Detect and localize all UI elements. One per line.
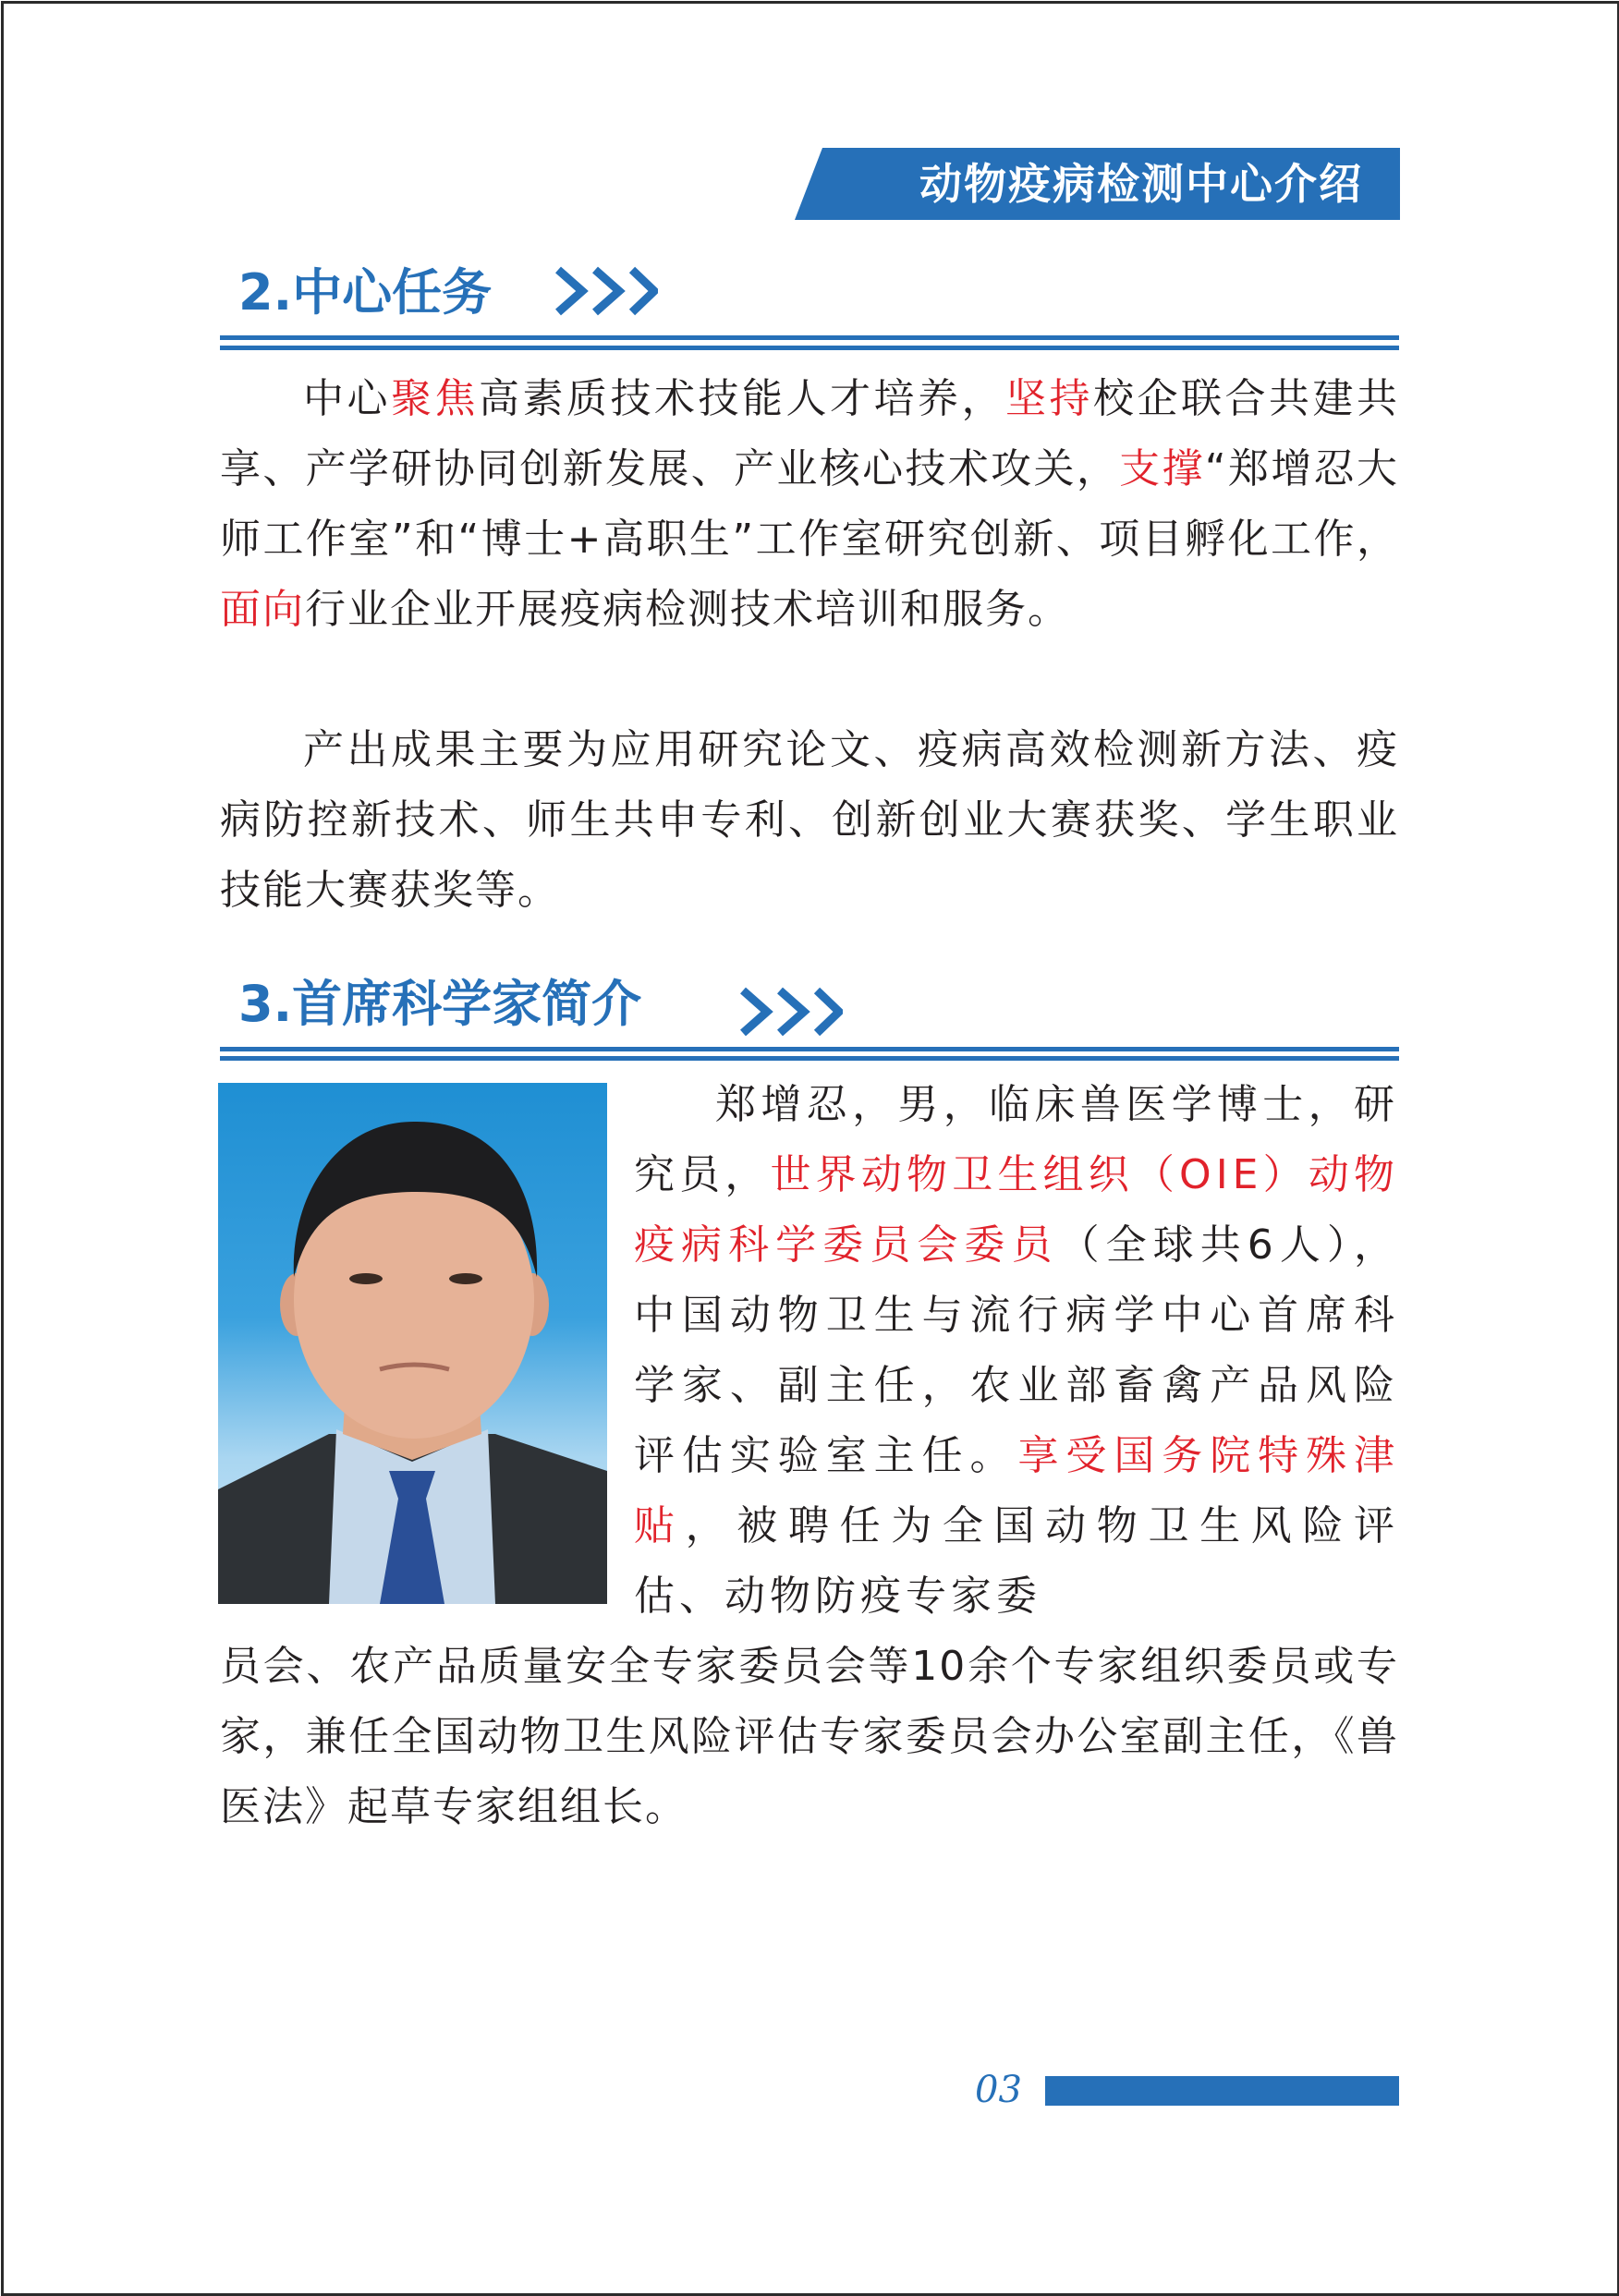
section-3-rule-top (220, 1047, 1399, 1051)
highlight-run: 面向 (220, 586, 305, 633)
highlight-run: 聚焦 (391, 375, 479, 422)
triple-chevron-right-icon (554, 266, 658, 316)
header-banner (795, 148, 1400, 220)
section-2-title: 2.中心任务 (238, 263, 493, 322)
text-run: 校企联合共建共享、产学研协同创新发展、产业核心技术攻关， (220, 375, 1399, 492)
text-run: 中心 (303, 375, 391, 422)
section-2-rule-bottom (220, 346, 1399, 350)
section-2-paragraph-2: 产出成果主要为应用研究论文、疫病高效检测新方法、疫病防控新技术、师生共申专利、创新创业大赛获奖、学生职业技能大赛获奖等。 (220, 726, 1399, 914)
section-3-rule-bottom (220, 1056, 1399, 1061)
text-run: ，被聘任为全国动物卫生风险评估、动物防疫专家委 (634, 1502, 1400, 1620)
triple-chevron-right-icon (739, 987, 843, 1037)
text-run: “郑增忍大师工作室”和“博士+高职生”工作室研究创新、项目孵化工作， (220, 445, 1400, 563)
banner-title: 动物疫病检测中心介绍 (919, 159, 1363, 209)
text-run: 行业企业开展疫病检测技术培训和服务。 (305, 586, 1070, 633)
text-run: 高素质技术技能人才培养， (479, 375, 1005, 422)
section-3-title: 3.首席科学家简介 (238, 975, 642, 1033)
text-run: （全球共6人），中国动物卫生与流行病学中心首席科学家、副主任，农业部畜禽产品风险评估实验室主任。 (634, 1221, 1399, 1479)
section-2-paragraph-1 (220, 364, 1399, 645)
page-number: 03 (975, 2069, 1022, 2111)
highlight-run: 享受国务院特殊津贴 (634, 1432, 1400, 1549)
bio-text-bottom: 员会、农产品质量安全专家委员会等10余个专家组织委员或专家，兼任全国动物卫生风险评估专家委员会办公室副主任，《兽医法》起草专家组组长。 (220, 1643, 1399, 1830)
highlight-run: 世界动物卫生组织（OIE）动物疫病科学委员会委员 (634, 1151, 1399, 1269)
highlight-run: 支撑 (1119, 445, 1205, 492)
section-2-rule-top (220, 335, 1399, 340)
bio-text-right (634, 1070, 1399, 1632)
highlight-run: 坚持 (1005, 375, 1093, 422)
footer-bar (1045, 2076, 1399, 2106)
portrait-illustration (218, 1083, 607, 1604)
text-run: 郑增忍，男，临床兽医学博士，研究员， (634, 1081, 1399, 1198)
scientist-photo (218, 1083, 607, 1604)
